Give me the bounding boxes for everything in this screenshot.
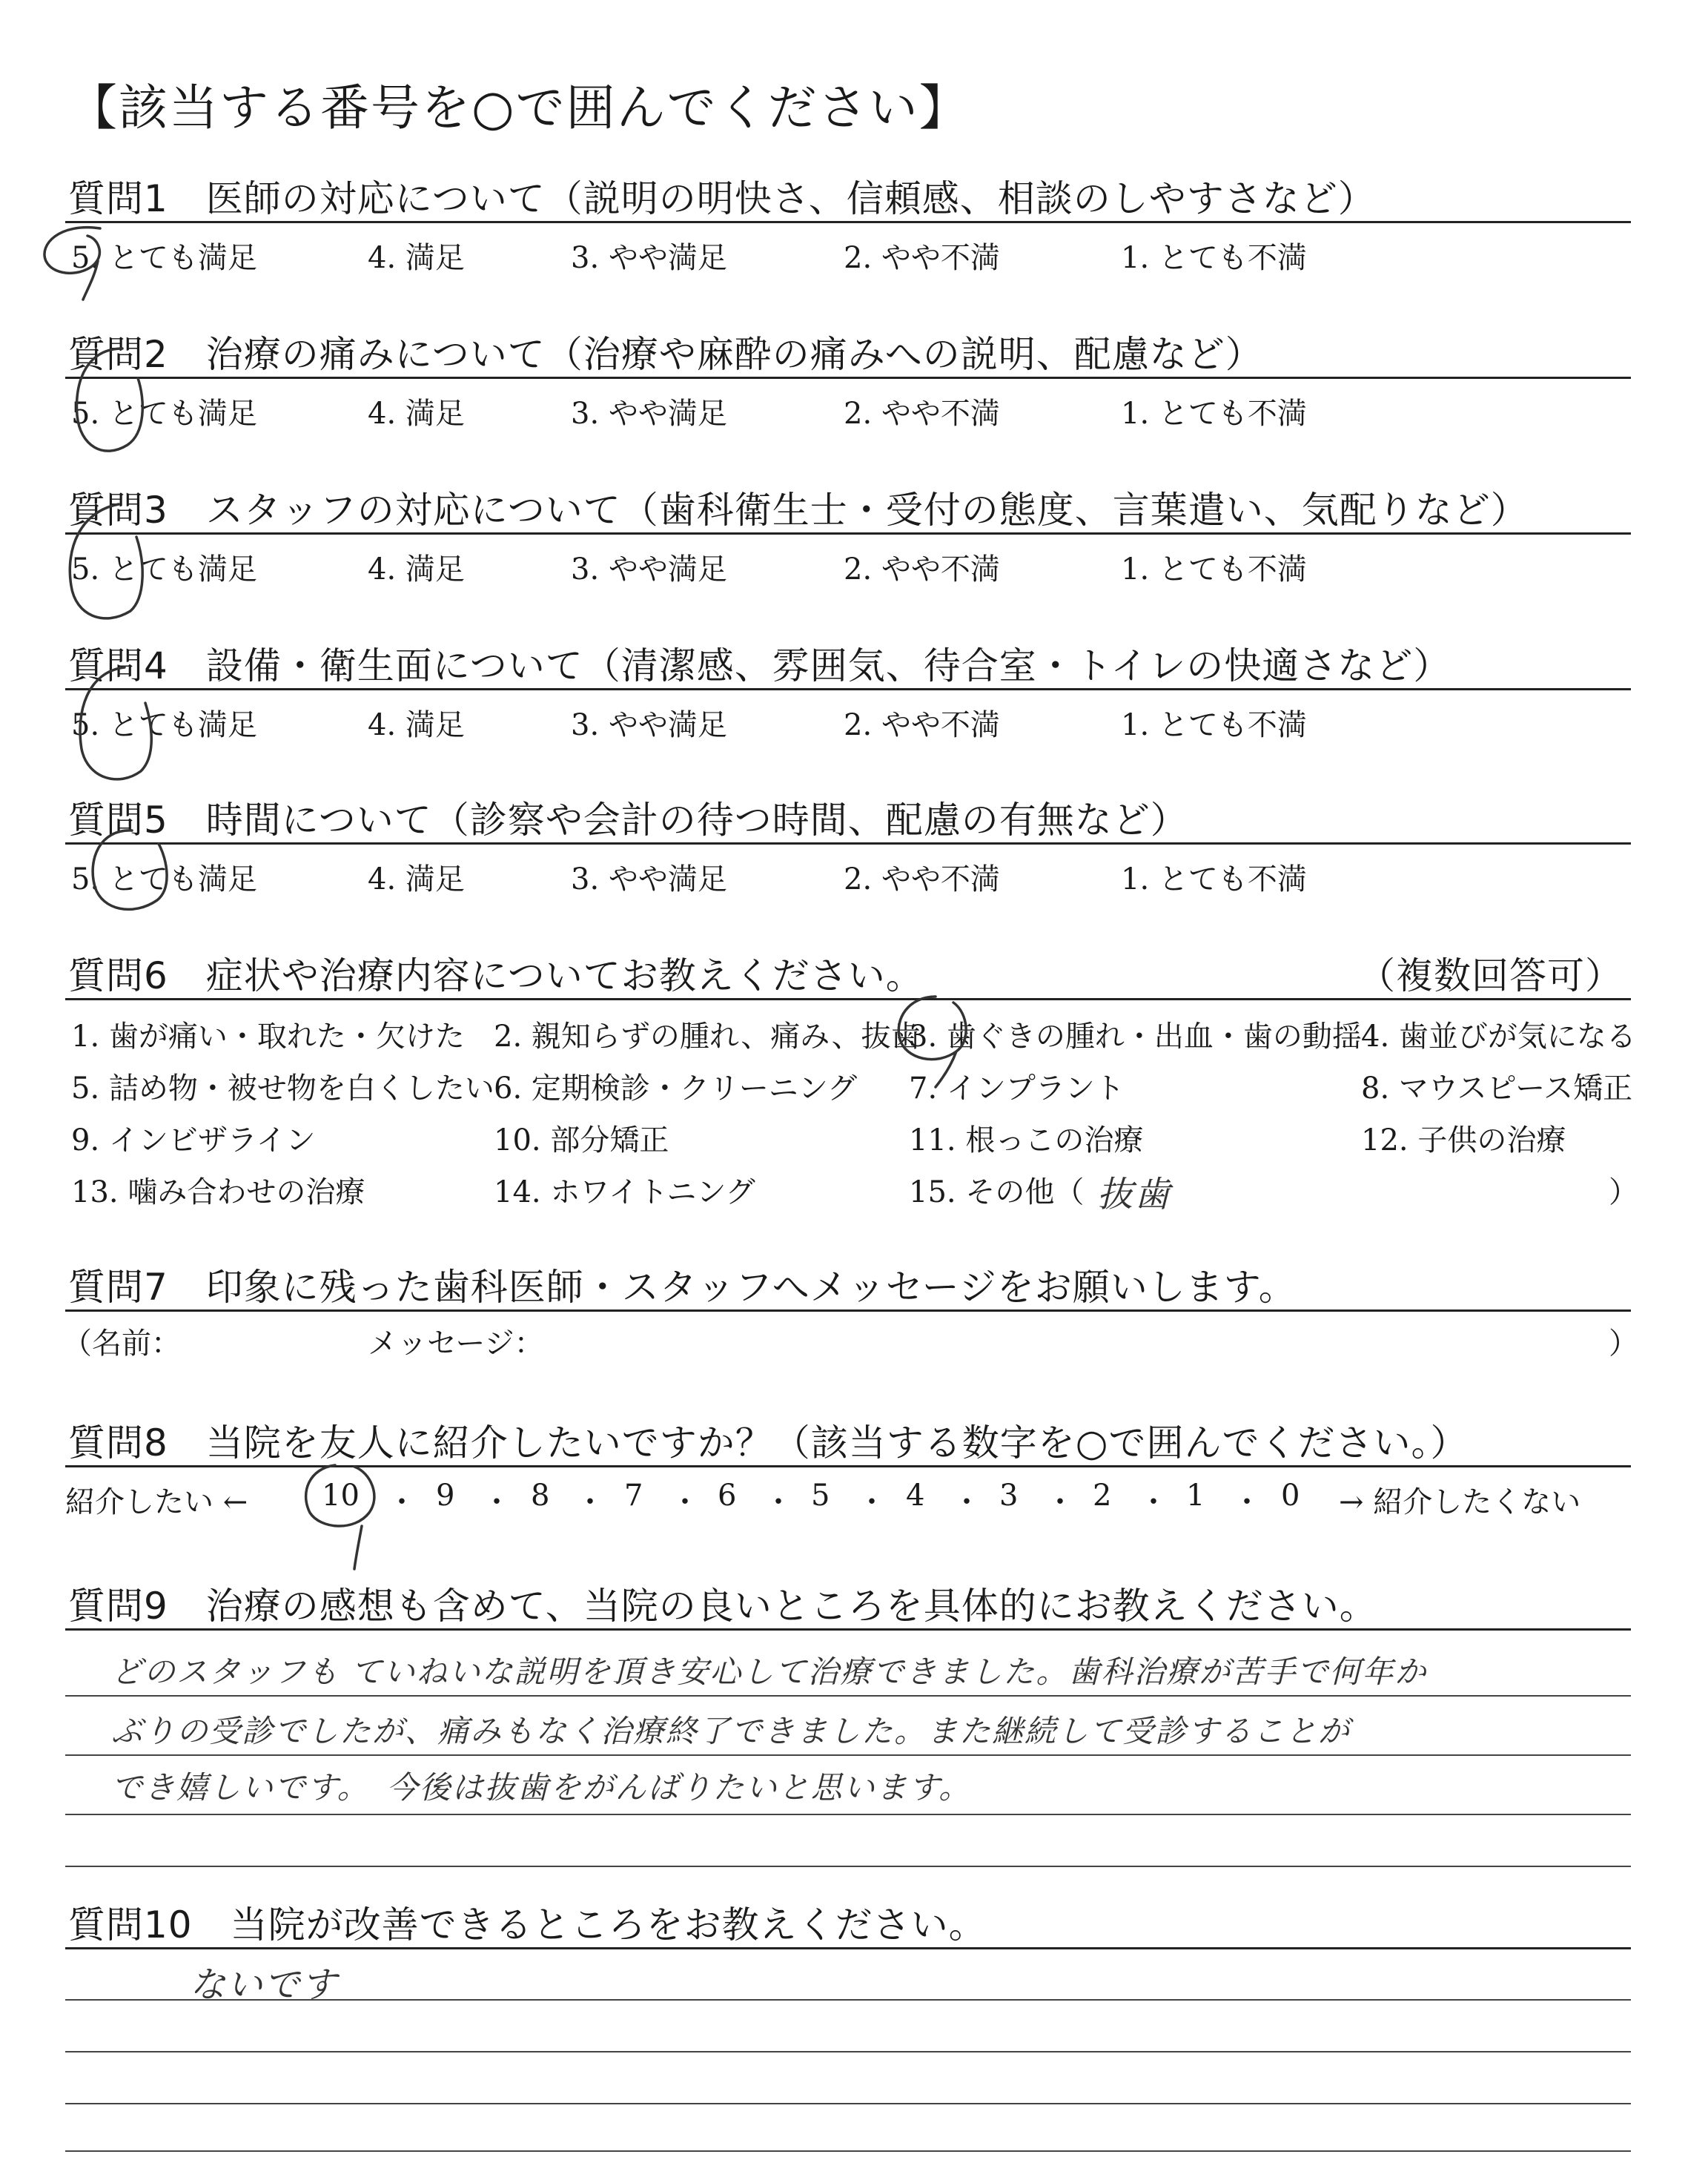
q8-dot: ・ (575, 1485, 605, 1519)
q4-option-2[interactable]: 2. やや不満 (844, 708, 1000, 742)
q2-title: 質問2 治療の痛みについて（治療や麻酔の痛みへの説明、配慮など） (68, 333, 1263, 376)
q8-dot: ・ (764, 1485, 793, 1519)
q1-option-5[interactable]: 5. とても満足 (71, 241, 257, 275)
q2-option-5[interactable]: 5. とても満足 (71, 397, 257, 431)
q8-left-label: 紹介したい ← (65, 1485, 248, 1519)
q2-rule (65, 377, 1631, 379)
q8-dot: ・ (857, 1485, 887, 1519)
q8-scale-6[interactable]: 6 (718, 1479, 737, 1513)
q2-option-3[interactable]: 3. やや満足 (571, 397, 727, 431)
q10-title: 質問10 当院が改善できるところをお教えください。 (68, 1903, 987, 1946)
q6-item-9[interactable]: 9. インビザライン (71, 1123, 316, 1157)
q4-option-1[interactable]: 1. とても不満 (1121, 708, 1307, 742)
q8-rule (65, 1465, 1631, 1467)
q7-name-label: （名前： (62, 1327, 181, 1361)
q8-dot: ・ (387, 1485, 417, 1519)
q8-scale-9[interactable]: 9 (436, 1479, 455, 1513)
q8-dot: ・ (1232, 1485, 1262, 1519)
q8-scale-2[interactable]: 2 (1093, 1479, 1112, 1513)
q8-scale-7[interactable]: 7 (624, 1479, 643, 1513)
q8-scale-3[interactable]: 3 (999, 1479, 1019, 1513)
q9-rule-1 (65, 1628, 1631, 1631)
q5-option-2[interactable]: 2. やや不満 (844, 862, 1000, 896)
q8-scale-4[interactable]: 4 (906, 1479, 925, 1513)
q5-option-4[interactable]: 4. 満足 (368, 862, 465, 896)
q6-item-11[interactable]: 11. 根っこの治療 (909, 1123, 1144, 1157)
q6-item-10[interactable]: 10. 部分矯正 (494, 1123, 669, 1157)
q10-rule-5 (65, 2150, 1631, 2152)
q4-option-4[interactable]: 4. 満足 (368, 708, 465, 742)
q2-option-2[interactable]: 2. やや不満 (844, 397, 1000, 431)
q3-option-5[interactable]: 5. とても満足 (71, 552, 257, 587)
q8-scale-10[interactable]: 10 (322, 1479, 360, 1513)
q6-item-1[interactable]: 1. 歯が痛い・取れた・欠けた (71, 1020, 465, 1054)
q8-scale-8[interactable]: 8 (531, 1479, 550, 1513)
q9-title: 質問9 治療の感想も含めて、当院の良いところを具体的にお教えください。 (68, 1585, 1377, 1628)
q3-option-3[interactable]: 3. やや満足 (571, 552, 727, 587)
q3-option-1[interactable]: 1. とても不満 (1121, 552, 1307, 587)
q6-multiple-note: （複数回答可） (1358, 954, 1623, 997)
q6-item-12[interactable]: 12. 子供の治療 (1361, 1123, 1566, 1157)
q3-option-4[interactable]: 4. 満足 (368, 552, 465, 587)
q1-title: 質問1 医師の対応について（説明の明快さ、信頼感、相談のしやすさなど） (68, 177, 1376, 220)
q4-option-3[interactable]: 3. やや満足 (571, 708, 727, 742)
q3-option-2[interactable]: 2. やや不満 (844, 552, 1000, 587)
q7-close: ） (1609, 1327, 1638, 1361)
q6-item-14[interactable]: 14. ホワイトニング (494, 1175, 755, 1209)
q7-message-label: メッセージ： (368, 1327, 544, 1361)
q6-title: 質問6 症状や治療内容についてお教えください。 (68, 954, 924, 997)
q8-dot: ・ (952, 1485, 982, 1519)
q6-item-7[interactable]: 7. インプラント (909, 1071, 1125, 1106)
q9-answer-line-2: ぶりの受診でしたが、痛みもなく治療終了できました。また継続して受診することが (111, 1713, 1351, 1749)
page-title: 【該当する番号を○で囲んでください】 (68, 79, 970, 136)
q7-title: 質問7 印象に残った歯科医師・スタッフへメッセージをお願いします。 (68, 1266, 1297, 1309)
q9-rule-3 (65, 1754, 1631, 1756)
q6-item-5[interactable]: 5. 詰め物・被せ物を白くしたい (71, 1071, 494, 1106)
q6-item-13[interactable]: 13. 噛み合わせの治療 (71, 1175, 365, 1209)
q10-rule-1 (65, 1947, 1631, 1949)
q8-title: 質問8 当院を友人に紹介したいですか？（該当する数字を○で囲んでください。） (68, 1421, 1469, 1464)
q7-rule (65, 1309, 1631, 1312)
q6-other-close: ） (1609, 1175, 1638, 1209)
q8-dot: ・ (670, 1485, 700, 1519)
q9-rule-2 (65, 1695, 1631, 1697)
q5-option-5[interactable]: 5. とても満足 (71, 862, 257, 896)
q8-dot: ・ (1139, 1485, 1168, 1519)
q3-title: 質問3 スタッフの対応について（歯科衛生士・受付の態度、言葉遣い、気配りなど） (68, 489, 1529, 532)
q2-option-1[interactable]: 1. とても不満 (1121, 397, 1307, 431)
q4-rule (65, 688, 1631, 690)
q5-option-3[interactable]: 3. やや満足 (571, 862, 727, 896)
q8-dot: ・ (482, 1485, 512, 1519)
q5-title: 質問5 時間について（診察や会計の待つ時間、配慮の有無など） (68, 799, 1188, 842)
q10-answer: ないです (190, 1964, 339, 2006)
q6-item-2[interactable]: 2. 親知らずの腫れ、痛み、抜歯 (494, 1020, 921, 1054)
q6-rule (65, 998, 1631, 1000)
q6-item-8[interactable]: 8. マウスピース矯正 (1361, 1071, 1633, 1106)
q10-rule-4 (65, 2103, 1631, 2104)
q6-item-4[interactable]: 4. 歯並びが気になる (1361, 1020, 1636, 1054)
q6-item-3[interactable]: 3. 歯ぐきの腫れ・出血・歯の動揺 (909, 1020, 1362, 1054)
q8-right-label: → 紹介したくない (1339, 1485, 1581, 1519)
q6-item-15[interactable]: 15. その他（ (909, 1175, 1085, 1209)
q3-rule (65, 532, 1631, 535)
q2-option-4[interactable]: 4. 満足 (368, 397, 465, 431)
q8-scale-1[interactable]: 1 (1186, 1479, 1205, 1513)
q4-option-5[interactable]: 5. とても満足 (71, 708, 257, 742)
q4-title: 質問4 設備・衛生面について（清潔感、雰囲気、待合室・トイレの快適さなど） (68, 644, 1452, 687)
q9-rule-4 (65, 1814, 1631, 1815)
q9-rule-5 (65, 1866, 1631, 1867)
q5-option-1[interactable]: 1. とても不満 (1121, 862, 1307, 896)
q1-option-2[interactable]: 2. やや不満 (844, 241, 1000, 275)
q6-other-handwritten: 抜歯 (1097, 1174, 1172, 1215)
q10-rule-3 (65, 2051, 1631, 2052)
q8-dot: ・ (1045, 1485, 1075, 1519)
q1-option-3[interactable]: 3. やや満足 (571, 241, 727, 275)
q1-rule (65, 221, 1631, 223)
q8-scale-5[interactable]: 5 (811, 1479, 830, 1513)
q9-answer-line-1: どのスタッフも ていねいな説明を頂き安心して治療できました。歯科治療が苦手で何年か (111, 1654, 1428, 1690)
q5-rule (65, 842, 1631, 845)
q6-item-6[interactable]: 6. 定期検診・クリーニング (494, 1071, 858, 1106)
q8-scale-0[interactable]: 0 (1281, 1479, 1300, 1513)
q9-answer-line-3: でき嬉しいです。 今後は抜歯をがんばりたいと思います。 (111, 1769, 972, 1806)
q1-option-1[interactable]: 1. とても不満 (1121, 241, 1307, 275)
q1-option-4[interactable]: 4. 満足 (368, 241, 465, 275)
